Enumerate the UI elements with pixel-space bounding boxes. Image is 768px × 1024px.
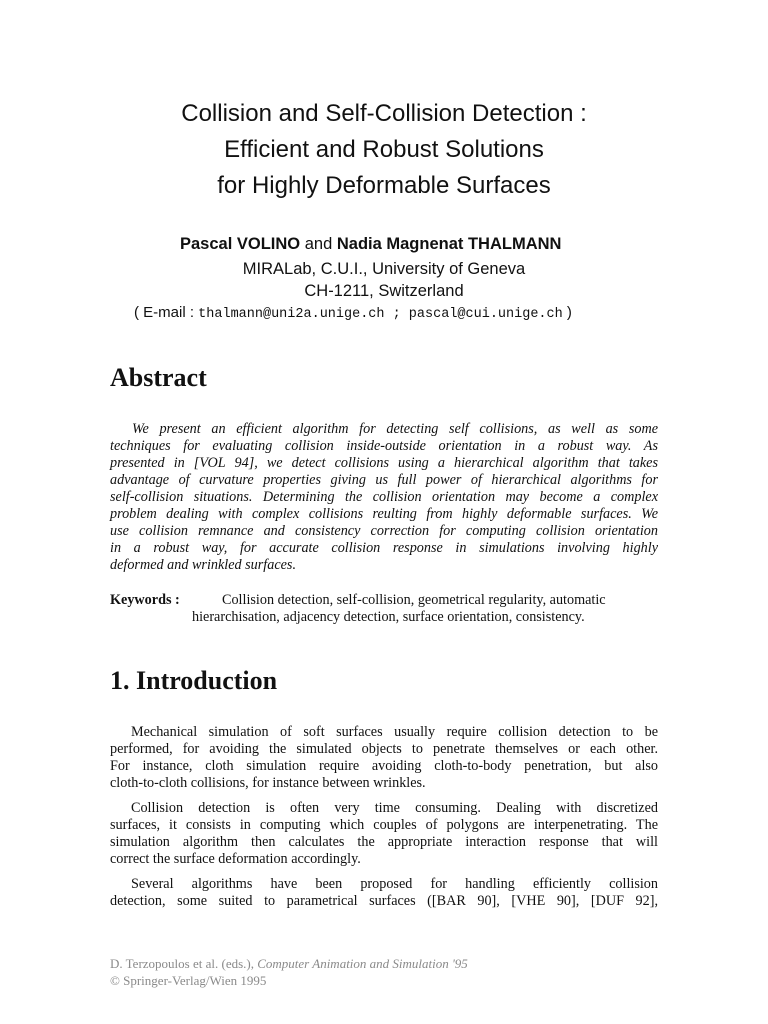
footer-citation <box>110 956 468 972</box>
abstract-heading: Abstract <box>110 363 207 392</box>
author-name: Nadia Magnenat THALMANN <box>336 235 562 253</box>
abstract-line: self-collision situations. Determining the collision orientation may become a complex <box>110 489 658 505</box>
paragraph-line: detection, some suited to parametrical surfaces ([BAR 90], [VHE 90], [DUF 92], <box>110 893 658 909</box>
paragraph-line: Mechanical simulation of soft surfaces usually require collision detection to be <box>131 724 658 740</box>
footer-copyright: © Springer-Verlag/Wien 1995 <box>110 973 267 988</box>
abstract-line: problem dealing with complex collisions reulting from highly deformable surfaces. We <box>110 506 658 522</box>
keywords-label: Keywords : <box>110 592 180 608</box>
title-line: for Highly Deformable Surfaces <box>217 172 551 199</box>
paragraph-line: Several algorithms have been proposed for handling efficiently collision <box>131 876 658 892</box>
abstract-line: We present an efficient algorithm for detecting self collisions, as well as some <box>132 421 658 437</box>
title-line: Efficient and Robust Solutions <box>224 136 544 163</box>
author-line <box>180 235 561 254</box>
paragraph-line: correct the surface deformation accordingly. <box>110 851 361 867</box>
introduction-heading: 1. Introduction <box>110 666 278 695</box>
abstract-line: presented in [VOL 94], we detect collisions using a hierarchical algorithm that takes <box>110 455 658 471</box>
affiliation: MIRALab, C.U.I., University of Geneva <box>242 260 526 278</box>
paragraph-line: For instance, cloth simulation require avoiding cloth-to-body penetration, but also <box>110 758 658 774</box>
paper-title <box>60 96 708 204</box>
paragraph-line: simulation algorithm then calculates the appropriate interaction response that will <box>110 834 658 850</box>
abstract-line: in a robust way, for accurate collision response in simulations involving highly <box>110 540 658 556</box>
author-conjunction: and <box>304 235 333 253</box>
abstract-line: use collision remnance and consistency correction for computing collision orientation <box>110 523 658 539</box>
footer-book-title: Computer Animation and Simulation '95 <box>257 956 468 971</box>
email-label: ( E-mail : <box>134 304 194 321</box>
paragraph-line: performed, for avoiding the simulated objects to penetrate themselves or each other. <box>110 741 658 757</box>
keywords-text: hierarchisation, adjacency detection, surface orientation, consistency. <box>192 609 585 625</box>
footer-editors: D. Terzopoulos et al. (eds.), <box>110 956 254 971</box>
abstract-line: advantage of curvature properties giving us full power of hierarchical algorithms for <box>110 472 658 488</box>
paragraph-line: cloth-to-cloth collisions, for instance between wrinkles. <box>110 775 426 791</box>
abstract-line: deformed and wrinkled surfaces. <box>110 557 296 573</box>
email-close: ) <box>566 304 572 321</box>
affiliation-address: CH-1211, Switzerland <box>304 282 464 300</box>
title-line: Collision and Self-Collision Detection : <box>181 100 587 127</box>
paragraph-line: Collision detection is often very time consuming. Dealing with discretized <box>131 800 658 816</box>
email-line <box>134 304 572 322</box>
keywords-text: Collision detection, self-collision, geometrical regularity, automatic <box>222 592 606 608</box>
abstract-line: techniques for evaluating collision inside-outside orientation in a robust way. As <box>110 438 658 454</box>
author-name: Pascal VOLINO <box>180 235 301 253</box>
paragraph-line: surfaces, it consists in computing which couples of polygons are interpenetrating. The <box>110 817 658 833</box>
email-addresses: thalmann@uni2a.unige.ch ; pascal@cui.unige.ch <box>198 307 563 322</box>
